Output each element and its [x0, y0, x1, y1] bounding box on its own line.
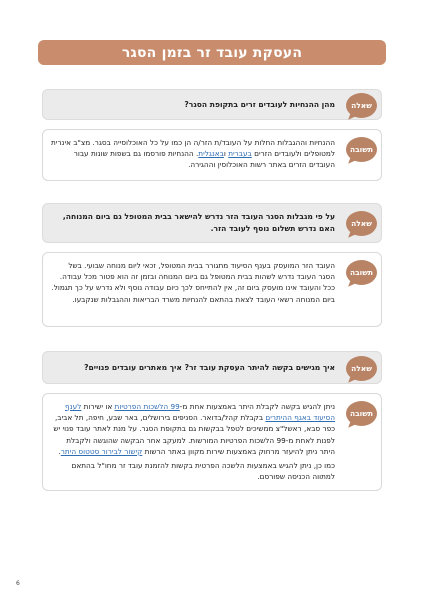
answer-text: העובד הזר המועסק בענף הסיעוד מתגורר בבית המטופל, זכאי ליום מנוחה שבועי. בשל הסגר העובד נדרש לשהות בבית המטופל גם ביום המנוחה ובזמן זה הוא פטור מכל עבודה. ככל והעובד אינו מועסק ביום זה, אין להתייחס לכך כיום עבודה נוסף ולא נדרש על כך תגמול. ביום המנוחה רשאי העובד לצאת בהתאם להנחיות משרד הבריאות וההגבלות שנקבעו. [51, 261, 335, 304]
nursing-permits-department-link[interactable]: לענף הסיעוד באגף ההיתרים [65, 402, 335, 423]
answer-box [42, 393, 382, 491]
answer-bubble [346, 401, 377, 426]
answer-box [42, 252, 382, 327]
answer-text-part: או ישירות [81, 402, 115, 411]
question-box [42, 351, 382, 384]
permit-status-link[interactable]: קישור לבירור סטטוס היתר [60, 446, 143, 456]
question-label: שאלה [351, 101, 372, 110]
answer-text-part: . [58, 446, 61, 456]
qa-section-1 [42, 89, 382, 181]
qa-section-3 [42, 351, 382, 491]
english-guidelines-link[interactable]: באנגלית [198, 149, 224, 159]
answer-paragraph [51, 401, 335, 457]
question-text: איך מגישים בקשה להיתר העסקת עובד זר? איך מאתרים עובדים פנויים? [84, 363, 335, 372]
answer-paragraph: כמו כן, ניתן להגיש באמצעות הלשכה הפרטית בקשות להזמנת עובד זר מחו"ל בהתאם למתווה הכניסה שפורסם. [71, 461, 335, 482]
hebrew-guidelines-link[interactable]: בעברית [228, 149, 252, 159]
answer-text-part: ניתן להגיש בקשה לקבלת היתר באמצעות אחת מ- [179, 402, 335, 411]
question-label: שאלה [351, 219, 372, 228]
question-box [42, 203, 382, 243]
private-bureaus-link[interactable]: 99 הלשכות הפרטיות [114, 402, 180, 411]
question-text: על פי מגבלות הסגר העובד הזר נדרש להישאר בבית המטופל גם ביום המנוחה, האם נדרש תשלום נוסף לעובד הזר. [62, 212, 335, 233]
answer-bubble [346, 260, 377, 285]
answer-text-part: ההנחיות וההגבלות החלות על העובד/ת הזר/ה הן כמו על כל האוכלוסייה בסגר. מצ"ב אינרית למטופלים ולעובדים הזרים [51, 138, 335, 159]
answer-label: תשובה [349, 145, 374, 154]
answer-box [42, 129, 382, 181]
question-bubble [346, 356, 377, 381]
page-title: העסקת עובד זר בזמן הסגר [121, 44, 303, 61]
page-number: 6 [16, 580, 20, 587]
answer-bubble [346, 137, 377, 162]
answer-text-part: בקבלת קהל/בדואר. הסניפים בירושלים, באר שבע, חיפה, תל אביב, כפר סבא, ראשל"צ ממשיכים לטפל בבקשות גם בתקופת הסגר. על מנת לאתר עובד פנוי יש לפנות לאחת מ-99 הלשכות הפרטיות המורשות. למעקב אחר הבקשה שהוגשה ולקבלת היתר ניתן להיעזר מרחוק באמצעות שירות מקוון באתר הרשות [53, 413, 335, 456]
answer-label: תשובה [349, 268, 374, 277]
question-label: שאלה [351, 364, 372, 373]
question-bubble [346, 93, 377, 118]
answer-text-part: ו [223, 149, 229, 159]
question-text: מהן ההנחיות לעובדים זרים בתקופת הסגר? [184, 100, 335, 109]
answer-text-part: . ההנחיות פורסמו גם בשפות שונות עבור העובדים הזרים באתר רשות האוכלוסין וההגירה. [73, 149, 335, 170]
question-bubble [346, 211, 377, 236]
question-box [42, 89, 382, 120]
page-title-bar [38, 40, 386, 65]
qa-section-2 [42, 203, 382, 327]
answer-text [43, 394, 381, 489]
answer-label: תשובה [349, 409, 374, 418]
answer-text [43, 130, 381, 178]
